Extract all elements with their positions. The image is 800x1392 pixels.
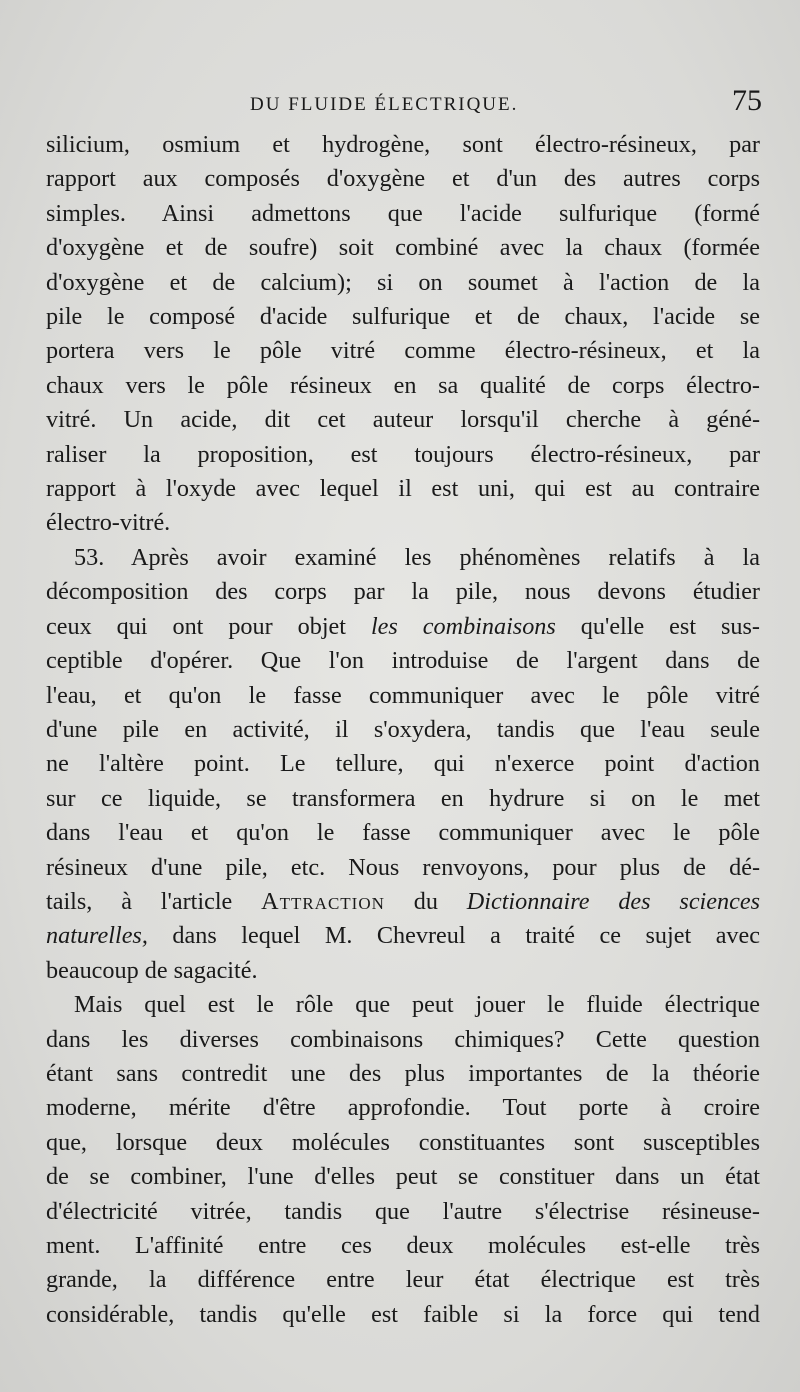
text-line: ment. L'affinité entre ces deux molécules est-elle très bbox=[46, 1232, 760, 1259]
page-number: 75 bbox=[732, 84, 762, 117]
text-line: étant sans contredit une des plus importantes de la théorie bbox=[46, 1059, 760, 1087]
text-line: ne l'altère point. Le tellure, qui n'exerce point d'action bbox=[46, 750, 760, 778]
text-run: qu'elle est sus- bbox=[555, 612, 760, 640]
text-body bbox=[46, 128, 760, 1332]
text-line: rapport aux composés d'oxygène et d'un des autres corps bbox=[46, 165, 760, 193]
text-line: dans les diverses combinaisons chimiques? Cette question bbox=[46, 1025, 760, 1053]
italic-term: les combinaisons bbox=[370, 612, 556, 640]
text-line: moderne, mérite d'être approfondie. Tout porte à croire bbox=[46, 1094, 760, 1122]
text-line: ceptible d'opérer. Que l'on introduise de l'argent dans de bbox=[46, 647, 760, 675]
text-line: de se combiner, l'une d'elles peut se constituer dans un état bbox=[46, 1163, 760, 1191]
text-run: tails, à l'article bbox=[46, 887, 262, 915]
text-line: dans l'eau et qu'on le fasse communiquer avec le pôle bbox=[46, 819, 760, 847]
italic-title: Dictionnaire des sciences bbox=[466, 887, 760, 915]
text-line: d'électricité vitrée, tandis que l'autre s'électrise résineuse- bbox=[46, 1197, 760, 1225]
text-line bbox=[46, 919, 760, 953]
text-line: rapport à l'oxyde avec lequel il est uni, qui est au contraire bbox=[46, 475, 760, 503]
text-line: portera vers le pôle vitré comme électro-résineux, et la bbox=[46, 337, 760, 365]
text-line: l'eau, et qu'on le fasse communiquer avec le pôle vitré bbox=[46, 681, 760, 709]
text-line bbox=[46, 610, 760, 644]
text-line: d'oxygène et de calcium); si on soumet à l'action de la bbox=[46, 268, 760, 296]
text-run: ceux qui ont pour objet bbox=[46, 612, 371, 640]
text-line: beaucoup de sagacité. bbox=[46, 956, 258, 984]
text-line: pile le composé d'acide sulfurique et de chaux, l'acide se bbox=[46, 303, 760, 331]
text-run: du bbox=[384, 887, 467, 915]
page-header bbox=[40, 84, 762, 124]
text-line: simples. Ainsi admettons que l'acide sulfurique (formé bbox=[46, 199, 760, 227]
text-line: résineux d'une pile, etc. Nous renvoyons, pour plus de dé- bbox=[46, 853, 760, 881]
text-line: d'une pile en activité, il s'oxydera, tandis que l'eau seule bbox=[46, 715, 760, 743]
paragraph-start-line: Mais quel est le rôle que peut jouer le fluide électrique bbox=[74, 991, 760, 1019]
italic-title: naturelles, bbox=[46, 922, 148, 950]
text-line: silicium, osmium et hydrogène, sont électro-résineux, par bbox=[46, 131, 760, 158]
text-line: que, lorsque deux molécules constituantes sont susceptibles bbox=[46, 1128, 760, 1156]
small-caps-term: Attraction bbox=[261, 887, 385, 915]
text-run: dans lequel M. Chevreul a traité ce sujet avec bbox=[147, 922, 760, 950]
running-title: DU FLUIDE ÉLECTRIQUE. bbox=[250, 94, 519, 115]
paragraph-start-line: 53. Après avoir examiné les phénomènes relatifs à la bbox=[74, 543, 760, 571]
text-line: décomposition des corps par la pile, nous devons étudier bbox=[46, 578, 760, 606]
text-line: électro-vitré. bbox=[46, 509, 171, 537]
text-line: considérable, tandis qu'elle est faible si la force qui tend bbox=[46, 1300, 760, 1328]
text-line: grande, la différence entre leur état électrique est très bbox=[46, 1266, 760, 1294]
text-line: vitré. Un acide, dit cet auteur lorsqu'il cherche à géné- bbox=[46, 406, 760, 434]
text-line: d'oxygène et de soufre) soit combiné avec la chaux (formée bbox=[46, 234, 760, 262]
text-line: chaux vers le pôle résineux en sa qualité de corps électro- bbox=[46, 371, 760, 399]
text-line: raliser la proposition, est toujours électro-résineux, par bbox=[46, 440, 760, 468]
text-line bbox=[46, 885, 760, 919]
text-line: sur ce liquide, se transformera en hydrure si on le met bbox=[46, 784, 760, 812]
